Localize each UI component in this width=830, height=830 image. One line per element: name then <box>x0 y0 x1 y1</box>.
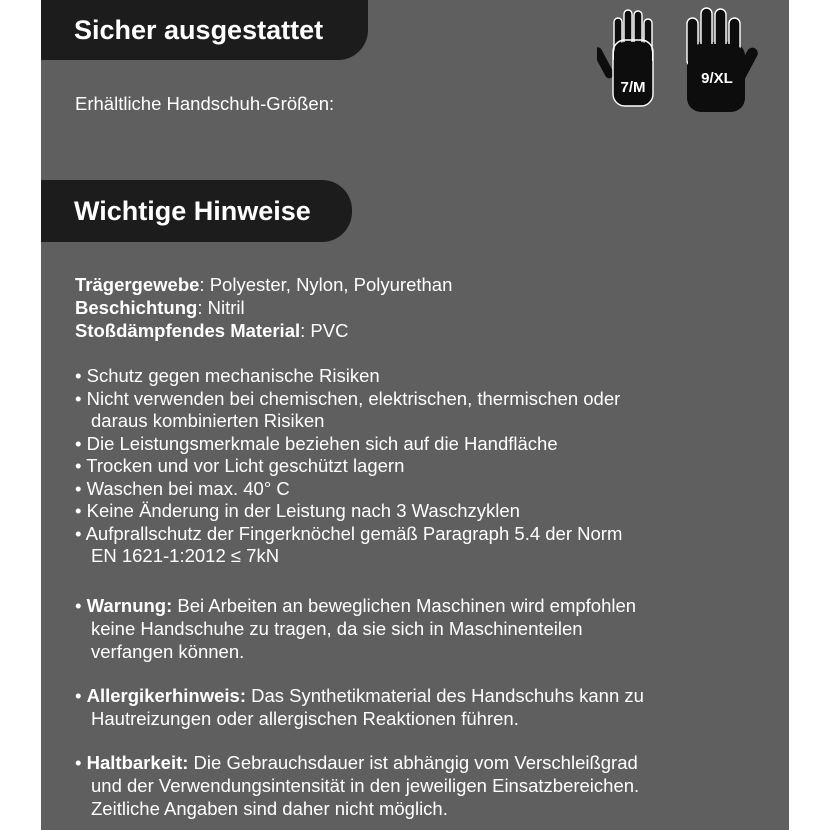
note-text: und der Verwendungsintensität in den jeweiligen Einsatzbereichen. <box>91 775 640 796</box>
note-text: keine Handschuhe zu tragen, da sie sich in Maschinenteilen <box>91 618 583 639</box>
note-text: Das Synthetikmaterial des Handschuhs kann zu <box>245 685 644 706</box>
list-item-continuation: daraus kombinierten Risiken <box>91 410 325 431</box>
list-item-continuation: EN 1621-1:2012 ≤ 7kN <box>91 545 280 566</box>
section-title: Wichtige Hinweise <box>74 195 311 226</box>
section-header-notes <box>41 180 352 242</box>
list-item: • Die Leistungsmerkmale beziehen sich auf die Handfläche <box>75 432 558 454</box>
materials-list <box>75 273 452 342</box>
material-row <box>75 296 452 319</box>
material-key: Stoßdämpfendes Material <box>75 320 301 341</box>
allergy-note <box>75 684 644 730</box>
note-label: Allergikerhinweis: <box>86 685 246 706</box>
bullet-char: • <box>75 595 87 616</box>
note-text: Hautreizungen oder allergischen Reaktionen führen. <box>91 708 519 729</box>
glove-size-m-label: 7/M <box>620 79 646 96</box>
bullet-list <box>75 365 622 568</box>
glove-size-xl-label: 9/XL <box>701 70 733 87</box>
list-item: • Aufprallschutz der Fingerknöchel gemäß Paragraph 5.4 der Norm <box>75 522 623 544</box>
note-label: Haltbarkeit: <box>86 752 189 773</box>
list-item: • Nicht verwenden bei chemischen, elektrischen, thermischen oder <box>75 387 621 409</box>
list-item: • Trocken und vor Licht geschützt lagern <box>75 455 405 476</box>
material-value: : PVC <box>300 320 349 341</box>
note-text: Die Gebrauchsdauer ist abhängig vom Verschleißgrad <box>188 752 638 773</box>
bullet-char: • <box>75 685 87 706</box>
material-value: : Nitril <box>197 297 245 318</box>
note-text: Zeitliche Angaben sind daher nicht möglich. <box>91 798 448 819</box>
material-key: Trägergewebe <box>75 274 200 295</box>
note-text: Bei Arbeiten an beweglichen Maschinen wird empfohlen <box>172 595 637 616</box>
list-item: • Keine Änderung in der Leistung nach 3 Waschzyklen <box>75 500 520 521</box>
note-label: Warnung: <box>86 595 173 616</box>
warning-note <box>75 594 636 663</box>
bullet-char: • <box>75 752 87 773</box>
section-header-equipment <box>41 0 368 60</box>
section-title: Sicher ausgestattet <box>74 14 324 45</box>
material-value: : Polyester, Nylon, Polyurethan <box>199 274 453 295</box>
note-text: verfangen können. <box>91 641 245 662</box>
material-row <box>75 273 452 296</box>
durability-note <box>75 751 639 820</box>
material-key: Beschichtung <box>75 297 198 318</box>
list-item: • Waschen bei max. 40° C <box>75 477 290 499</box>
sizes-label: Erhältliche Handschuh-Größen: <box>75 93 335 114</box>
material-row <box>75 319 452 342</box>
glove-size-m-icon <box>597 6 665 114</box>
list-item: • Schutz gegen mechanische Risiken <box>75 365 380 386</box>
glove-size-xl-icon <box>673 6 759 118</box>
